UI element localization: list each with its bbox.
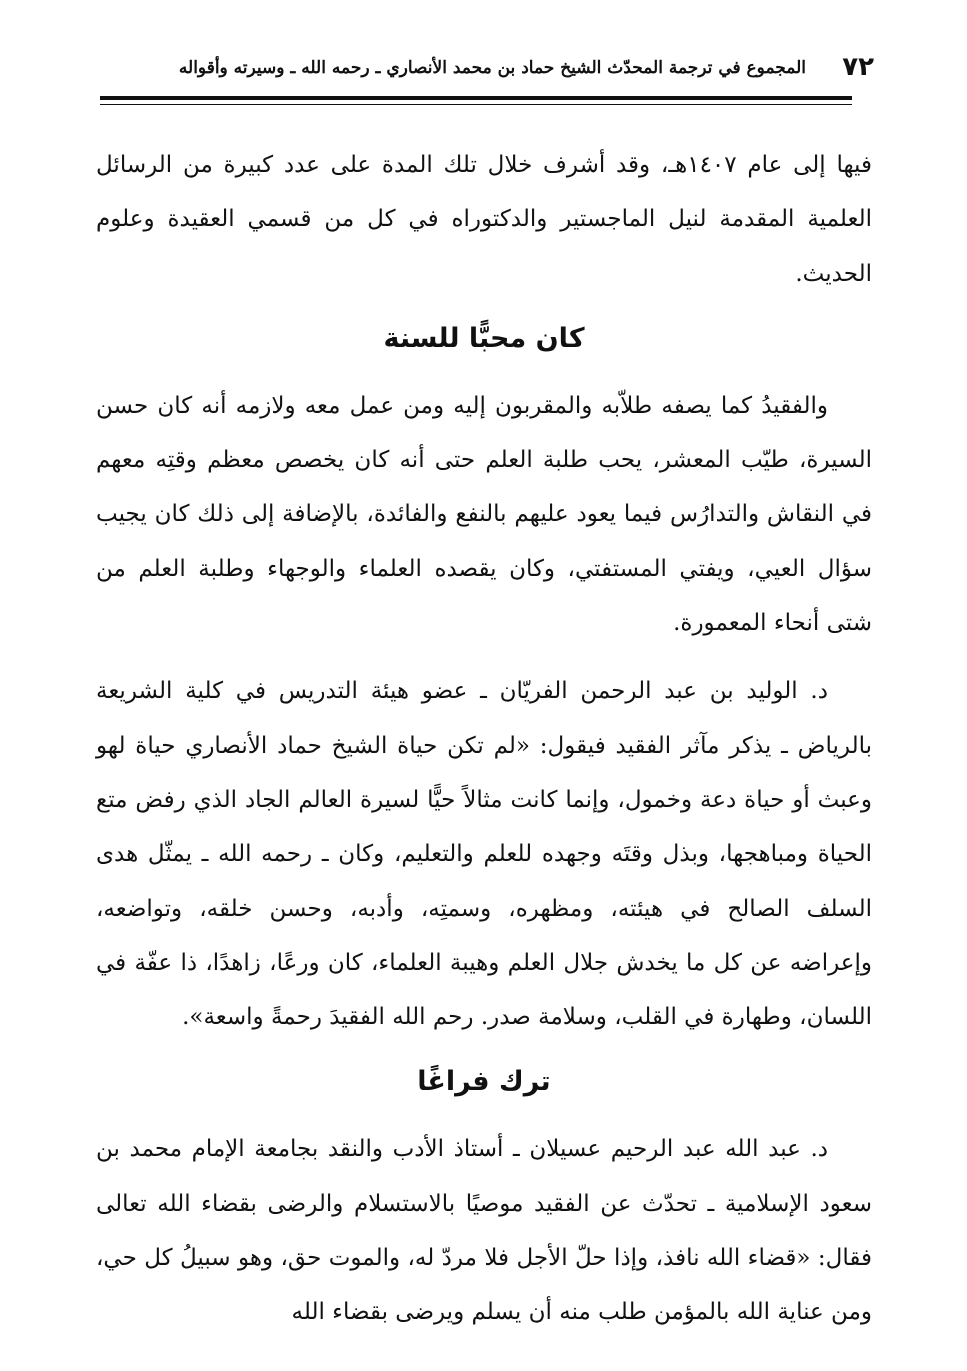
section-heading-2: ترك فراغًا [417,1066,551,1098]
paragraph-1: فيها إلى عام ١٤٠٧هـ، وقد أشرف خلال تلك المدة على عدد كبيرة من الرسائل العلمية المقدمة لنيل الماجستير والدكتوراه في كل من قسمي العقيدة وعلوم الحديث. [96,152,872,287]
page-number: ٧٢ [842,52,874,82]
paragraph-2: والفقيدُ كما يصفه طلاّبه والمقربون إليه ومن عمل معه ولازمه أنه كان حسن السيرة، طيّب المعشر، يحب طلبة العلم حتى أنه كان يخصص معظم وقتِه معهم في النقاش والتدارُس فيما يعود عليهم بالنفع والفائدة، بالإضافة إلى ذلك كان يجيب سؤال العيي، ويفتي المستفتي، وكان يقصده العلماء والوجهاء وطلبة العلم من شتى أنحاء المعمورة. [96,392,872,637]
body-text [96,138,872,1340]
paragraph-gap [96,650,872,664]
paragraph-3: د. الوليد بن عبد الرحمن الفريّان ـ عضو هيئة التدريس في كلية الشريعة بالرياض ـ يذكر مآثر الفقيد فيقول: «لم تكن حياة الشيخ حماد الأنصاري حياة لهو وعبث أو حياة دعة وخمول، وإنما كانت مثالاً حيًّا لسيرة العالم الجاد الذي رفض متع الحياة ومباهجها، وبذل وقتَه وجهده للعلم والتعليم، وكان ـ رحمه الله ـ يمثّل هدى السلف الصالح في هيئته، ومظهره، وسمتِه، وأدبه، وحسن خلقه، وتواضعه، وإعراضه عن كل ما يخدش جلال العلم وهيبة العلماء، كان ورعًا، زاهدًا، ذا عفّة في اللسان، وطهارة في القلب، وسلامة صدر. رحم الله الفقيدَ رحمةً واسعة». [96,678,872,1031]
running-head: المجموع في ترجمة المحدّث الشيخ حماد بن محمد الأنصاري ـ رحمه الله ـ وسيرته وأقواله [178,58,806,78]
header-rule-thick [100,96,852,100]
section-heading-1: كان محبًّا للسنة [383,322,585,354]
header-rule-thin [100,104,852,105]
paragraph-4: د. عبد الله عبد الرحيم عسيلان ـ أستاذ الأدب والنقد بجامعة الإمام محمد بن سعود الإسلامية ـ تحدّث عن الفقيد موصيًا بالاستسلام والرضى بقضاء الله تعالى فقال: «قضاء الله نافذ، وإذا حلّ الأجل فلا مردّ له، والموت حق، وهو سبيلُ كل حي، ومن عناية الله بالمؤمن طلب منه أن يسلم ويرضى بقضاء الله [96,1136,872,1326]
page-header [100,50,880,94]
